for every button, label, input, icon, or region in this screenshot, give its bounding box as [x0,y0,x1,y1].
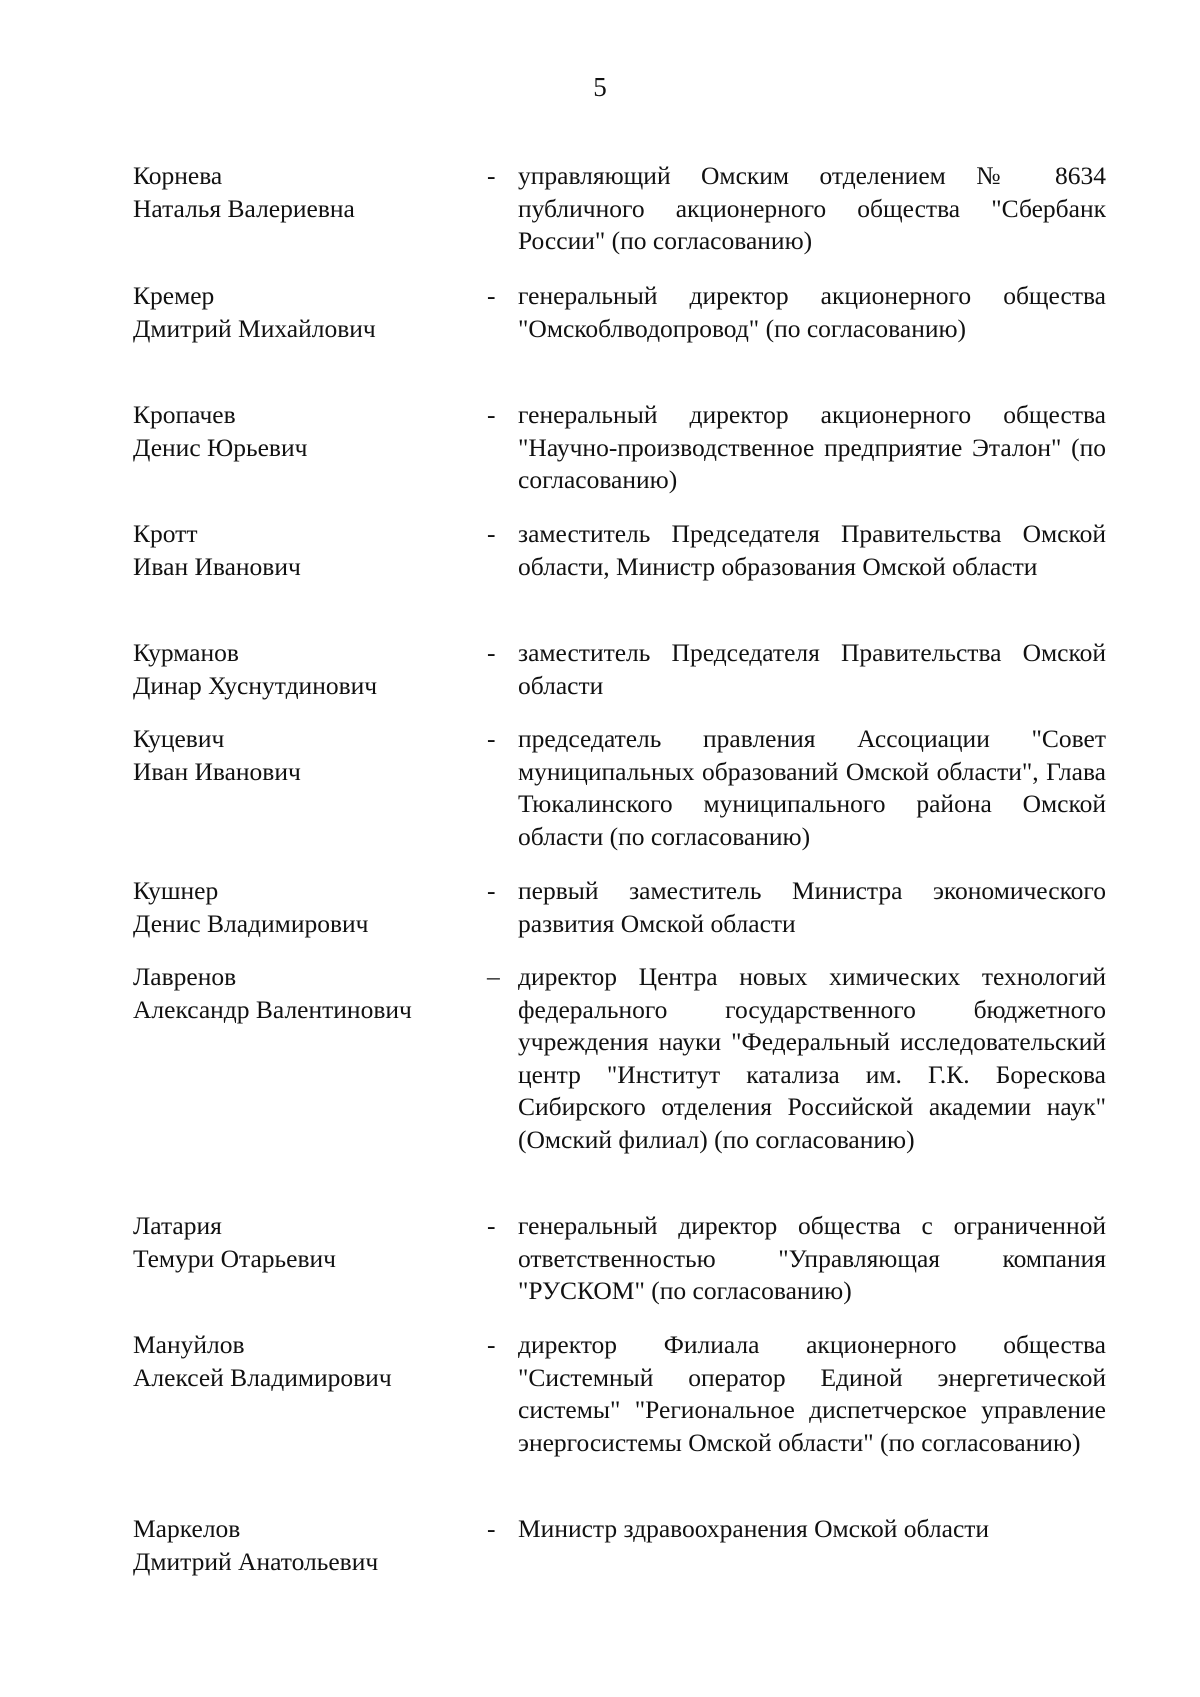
member-given-names: Динар Хуснутдинович [133,670,378,700]
member-name [133,637,473,702]
dash-separator: - [487,1211,496,1240]
member-surname: Маркелов [133,1514,241,1543]
dash-separator: – [487,962,500,991]
member-name [133,723,473,788]
member-given-names: Денис Владимирович [133,908,369,938]
member-position: Министр здравоохранения Омской области [518,1514,990,1543]
member-name [133,1329,473,1394]
member-given-names: Дмитрий Анатольевич [133,1546,379,1576]
dash-separator: - [487,724,496,753]
dash-separator: - [487,1514,496,1543]
page-number: 5 [593,72,607,102]
member-given-names: Иван Иванович [133,756,301,786]
member-position: генеральный директор акционерного общества "Научно-производственное предприятие Эталон" (по согласованию) [518,400,1106,494]
member-given-names: Темури Отарьевич [133,1243,336,1273]
member-position: генеральный директор общества с ограниченной ответственностью "Управляющая компания "РУСКОМ" (по согласованию) [518,1211,1106,1305]
member-name [133,1513,473,1578]
member-position: управляющий Омским отделением № 8634 публичного акционерного общества "Сбербанк России" (по согласованию) [518,161,1106,255]
dash-separator: - [487,638,496,667]
member-name [133,399,473,464]
dash-separator: - [487,1330,496,1359]
member-surname: Корнева [133,161,223,190]
member-name [133,280,473,345]
member-position: первый заместитель Министра экономического развития Омской области [518,876,1106,938]
member-position: заместитель Председателя Правительства Омской области, Министр образования Омской области [518,519,1106,581]
dash-separator: - [487,876,496,905]
member-position: председатель правления Ассоциации "Совет муниципальных образований Омской области", Глава Тюкалинского муниципального района Омской области (по согласованию) [518,724,1106,851]
member-position: заместитель Председателя Правительства Омской области [518,638,1106,700]
member-surname: Кушнер [133,876,219,905]
member-given-names: Наталья Валериевна [133,193,355,223]
member-position: генеральный директор акционерного общества "Омскоблводопровод" (по согласованию) [518,281,1106,343]
member-surname: Кропачев [133,400,236,429]
dash-separator: - [487,281,496,310]
member-position: директор Центра новых химических технологий федерального государственного бюджетного учреждения науки "Федеральный исследовательский центр "Институт катализа им. Г.К. Борескова Сибирского отделения Российской академии наук" (Омский филиал) (по согласованию) [518,962,1106,1154]
member-given-names: Денис Юрьевич [133,432,308,462]
member-surname: Латария [133,1211,222,1240]
member-surname: Кротт [133,519,198,548]
member-given-names: Иван Иванович [133,551,301,581]
member-name [133,875,473,940]
member-name [133,961,473,1026]
member-surname: Лавренов [133,962,237,991]
dash-separator: - [487,400,496,429]
member-given-names: Дмитрий Михайлович [133,313,376,343]
member-surname: Кремер [133,281,215,310]
member-surname: Куцевич [133,724,225,753]
member-given-names: Алексей Владимирович [133,1362,392,1392]
member-name [133,518,473,583]
dash-separator: - [487,161,496,190]
member-position: директор Филиала акционерного общества "Системный оператор Единой энергетической системы" "Региональное диспетчерское управление энергосистемы Омской области" (по согласованию) [518,1330,1106,1457]
member-surname: Курманов [133,638,239,667]
member-surname: Мануйлов [133,1330,245,1359]
dash-separator: - [487,519,496,548]
member-given-names: Александр Валентинович [133,994,412,1024]
member-name [133,1210,473,1275]
member-name [133,160,473,225]
